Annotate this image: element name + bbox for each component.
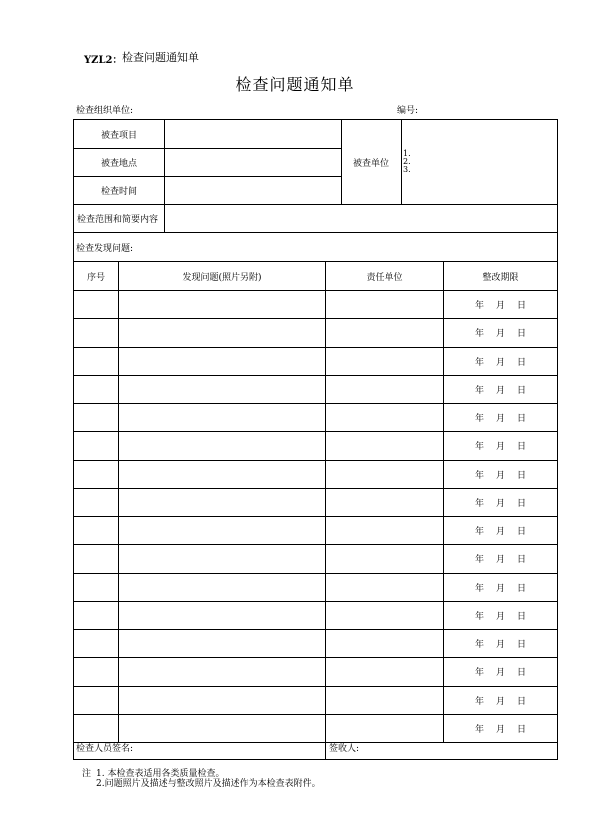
deadline-cell[interactable] bbox=[444, 431, 557, 459]
date-part-label: 年 bbox=[474, 413, 484, 424]
problem-cell[interactable] bbox=[119, 544, 325, 572]
deadline-cell[interactable] bbox=[444, 601, 557, 629]
date-part-label: 年 bbox=[474, 724, 484, 735]
form-code-title: 检查问题通知单 bbox=[122, 51, 199, 64]
date-part-label: 月 bbox=[495, 724, 505, 735]
date-part-label: 月 bbox=[495, 667, 505, 678]
date-part-label: 月 bbox=[495, 470, 505, 481]
unit-cell[interactable] bbox=[326, 573, 443, 601]
date-part-label: 日 bbox=[517, 696, 527, 707]
location-value[interactable] bbox=[165, 148, 341, 176]
date-part-label: 日 bbox=[517, 611, 527, 622]
deadline-cell[interactable] bbox=[444, 375, 557, 403]
date-part-label: 日 bbox=[517, 385, 527, 396]
problem-cell[interactable] bbox=[119, 657, 325, 685]
unit-label: 被查单位 bbox=[352, 158, 389, 169]
date-part-label: 年 bbox=[474, 470, 484, 481]
problem-cell[interactable] bbox=[119, 516, 325, 544]
date-part-label: 年 bbox=[474, 357, 484, 368]
date-part-label: 月 bbox=[495, 385, 505, 396]
deadline-cell[interactable] bbox=[444, 516, 557, 544]
location-label: 被查地点 bbox=[100, 158, 137, 169]
org-label: 检查组织单位: bbox=[76, 106, 134, 116]
date-part-label: 日 bbox=[517, 639, 527, 650]
date-part-label: 月 bbox=[495, 696, 505, 707]
problem-cell[interactable] bbox=[119, 601, 325, 629]
rule-line bbox=[557, 119, 558, 760]
problem-cell[interactable] bbox=[119, 488, 325, 516]
unit-cell[interactable] bbox=[326, 544, 443, 572]
note-prefix: 注 bbox=[82, 769, 92, 779]
unit-cell[interactable] bbox=[326, 657, 443, 685]
date-part-label: 日 bbox=[517, 724, 527, 735]
scope-label: 检查范围和简要内容 bbox=[77, 215, 159, 225]
index-cell[interactable] bbox=[74, 488, 118, 516]
col-header-unit: 责任单位 bbox=[366, 272, 403, 283]
unit-item: 3. bbox=[403, 165, 411, 174]
unit-item: 1. bbox=[403, 149, 411, 158]
unit-cell[interactable] bbox=[326, 375, 443, 403]
index-cell[interactable] bbox=[74, 544, 118, 572]
note-line-1: 1. 本检查表适用各类质量检查。 bbox=[96, 769, 225, 779]
date-part-label: 日 bbox=[517, 470, 527, 481]
number-label: 编号: bbox=[397, 106, 419, 116]
problem-cell[interactable] bbox=[119, 347, 325, 375]
date-part-label: 年 bbox=[474, 583, 484, 594]
index-cell[interactable] bbox=[74, 347, 118, 375]
deadline-cell[interactable] bbox=[444, 318, 557, 346]
deadline-cell[interactable] bbox=[444, 544, 557, 572]
project-label: 被查项目 bbox=[100, 130, 137, 141]
index-cell[interactable] bbox=[74, 629, 118, 657]
date-part-label: 日 bbox=[517, 300, 527, 311]
unit-cell[interactable] bbox=[326, 488, 443, 516]
deadline-cell[interactable] bbox=[444, 403, 557, 431]
date-part-label: 月 bbox=[495, 413, 505, 424]
unit-cell[interactable] bbox=[326, 516, 443, 544]
unit-cell[interactable] bbox=[326, 686, 443, 714]
date-part-label: 月 bbox=[495, 611, 505, 622]
date-part-label: 日 bbox=[517, 526, 527, 537]
unit-list[interactable] bbox=[403, 150, 411, 174]
index-cell[interactable] bbox=[74, 375, 118, 403]
found-label: 检查发现问题: bbox=[76, 243, 134, 254]
unit-cell[interactable] bbox=[326, 347, 443, 375]
col-header-index: 序号 bbox=[86, 272, 105, 283]
problem-cell[interactable] bbox=[119, 318, 325, 346]
index-cell[interactable] bbox=[74, 601, 118, 629]
date-part-label: 年 bbox=[474, 300, 484, 311]
time-label: 检查时间 bbox=[100, 186, 137, 197]
date-part-label: 月 bbox=[495, 441, 505, 452]
index-cell[interactable] bbox=[74, 516, 118, 544]
date-part-label: 日 bbox=[517, 583, 527, 594]
date-part-label: 年 bbox=[474, 611, 484, 622]
deadline-cell[interactable] bbox=[444, 573, 557, 601]
date-part-label: 年 bbox=[474, 696, 484, 707]
date-part-label: 月 bbox=[495, 639, 505, 650]
date-part-label: 年 bbox=[474, 554, 484, 565]
deadline-cell[interactable] bbox=[444, 629, 557, 657]
unit-cell[interactable] bbox=[326, 290, 443, 318]
problem-cell[interactable] bbox=[119, 460, 325, 488]
unit-cell[interactable] bbox=[326, 601, 443, 629]
unit-cell[interactable] bbox=[326, 318, 443, 346]
page-title: 检查问题通知单 bbox=[235, 75, 355, 94]
index-cell[interactable] bbox=[74, 573, 118, 601]
deadline-cell[interactable] bbox=[444, 657, 557, 685]
unit-item: 2. bbox=[403, 157, 411, 166]
col-header-deadline: 整改期限 bbox=[482, 272, 519, 283]
date-part-label: 日 bbox=[517, 498, 527, 509]
form-code: YZL2： bbox=[84, 55, 123, 66]
problem-cell[interactable] bbox=[119, 686, 325, 714]
date-part-label: 年 bbox=[474, 498, 484, 509]
index-cell[interactable] bbox=[74, 290, 118, 318]
deadline-cell[interactable] bbox=[444, 290, 557, 318]
date-part-label: 月 bbox=[495, 554, 505, 565]
inspector-sign-label: 检查人员签名: bbox=[76, 743, 134, 754]
date-part-label: 年 bbox=[474, 441, 484, 452]
index-cell[interactable] bbox=[74, 686, 118, 714]
unit-cell[interactable] bbox=[326, 403, 443, 431]
problem-cell[interactable] bbox=[119, 573, 325, 601]
index-cell[interactable] bbox=[74, 657, 118, 685]
problem-cell[interactable] bbox=[119, 431, 325, 459]
rule-line bbox=[73, 759, 558, 760]
date-part-label: 月 bbox=[495, 357, 505, 368]
date-part-label: 日 bbox=[517, 441, 527, 452]
index-cell[interactable] bbox=[74, 403, 118, 431]
index-cell[interactable] bbox=[74, 318, 118, 346]
problem-cell[interactable] bbox=[119, 375, 325, 403]
deadline-cell[interactable] bbox=[444, 460, 557, 488]
date-part-label: 月 bbox=[495, 328, 505, 339]
date-part-label: 日 bbox=[517, 328, 527, 339]
index-cell[interactable] bbox=[74, 460, 118, 488]
rule-line bbox=[401, 119, 402, 204]
time-value[interactable] bbox=[165, 176, 341, 204]
date-part-label: 月 bbox=[495, 498, 505, 509]
problem-cell[interactable] bbox=[119, 403, 325, 431]
unit-cell[interactable] bbox=[326, 460, 443, 488]
date-part-label: 年 bbox=[474, 639, 484, 650]
index-cell[interactable] bbox=[74, 431, 118, 459]
problem-cell[interactable] bbox=[119, 290, 325, 318]
date-part-label: 日 bbox=[517, 357, 527, 368]
date-part-label: 年 bbox=[474, 385, 484, 396]
unit-cell[interactable] bbox=[326, 431, 443, 459]
date-part-label: 月 bbox=[495, 583, 505, 594]
date-part-label: 日 bbox=[517, 667, 527, 678]
problem-cell[interactable] bbox=[119, 629, 325, 657]
date-part-label: 年 bbox=[474, 667, 484, 678]
date-part-label: 日 bbox=[517, 413, 527, 424]
deadline-cell[interactable] bbox=[444, 686, 557, 714]
unit-cell[interactable] bbox=[326, 629, 443, 657]
note-line-2: 2.问题照片及描述与整改照片及描述作为本检查表附件。 bbox=[96, 779, 321, 789]
deadline-cell[interactable] bbox=[444, 347, 557, 375]
col-header-problem: 发现问题(照片另附) bbox=[182, 272, 262, 283]
deadline-cell[interactable] bbox=[444, 488, 557, 516]
date-part-label: 日 bbox=[517, 554, 527, 565]
date-part-label: 年 bbox=[474, 328, 484, 339]
project-value[interactable] bbox=[165, 120, 341, 148]
date-part-label: 月 bbox=[495, 526, 505, 537]
date-part-label: 年 bbox=[474, 526, 484, 537]
receiver-sign-label: 签收人: bbox=[329, 743, 360, 754]
date-part-label: 月 bbox=[495, 300, 505, 311]
